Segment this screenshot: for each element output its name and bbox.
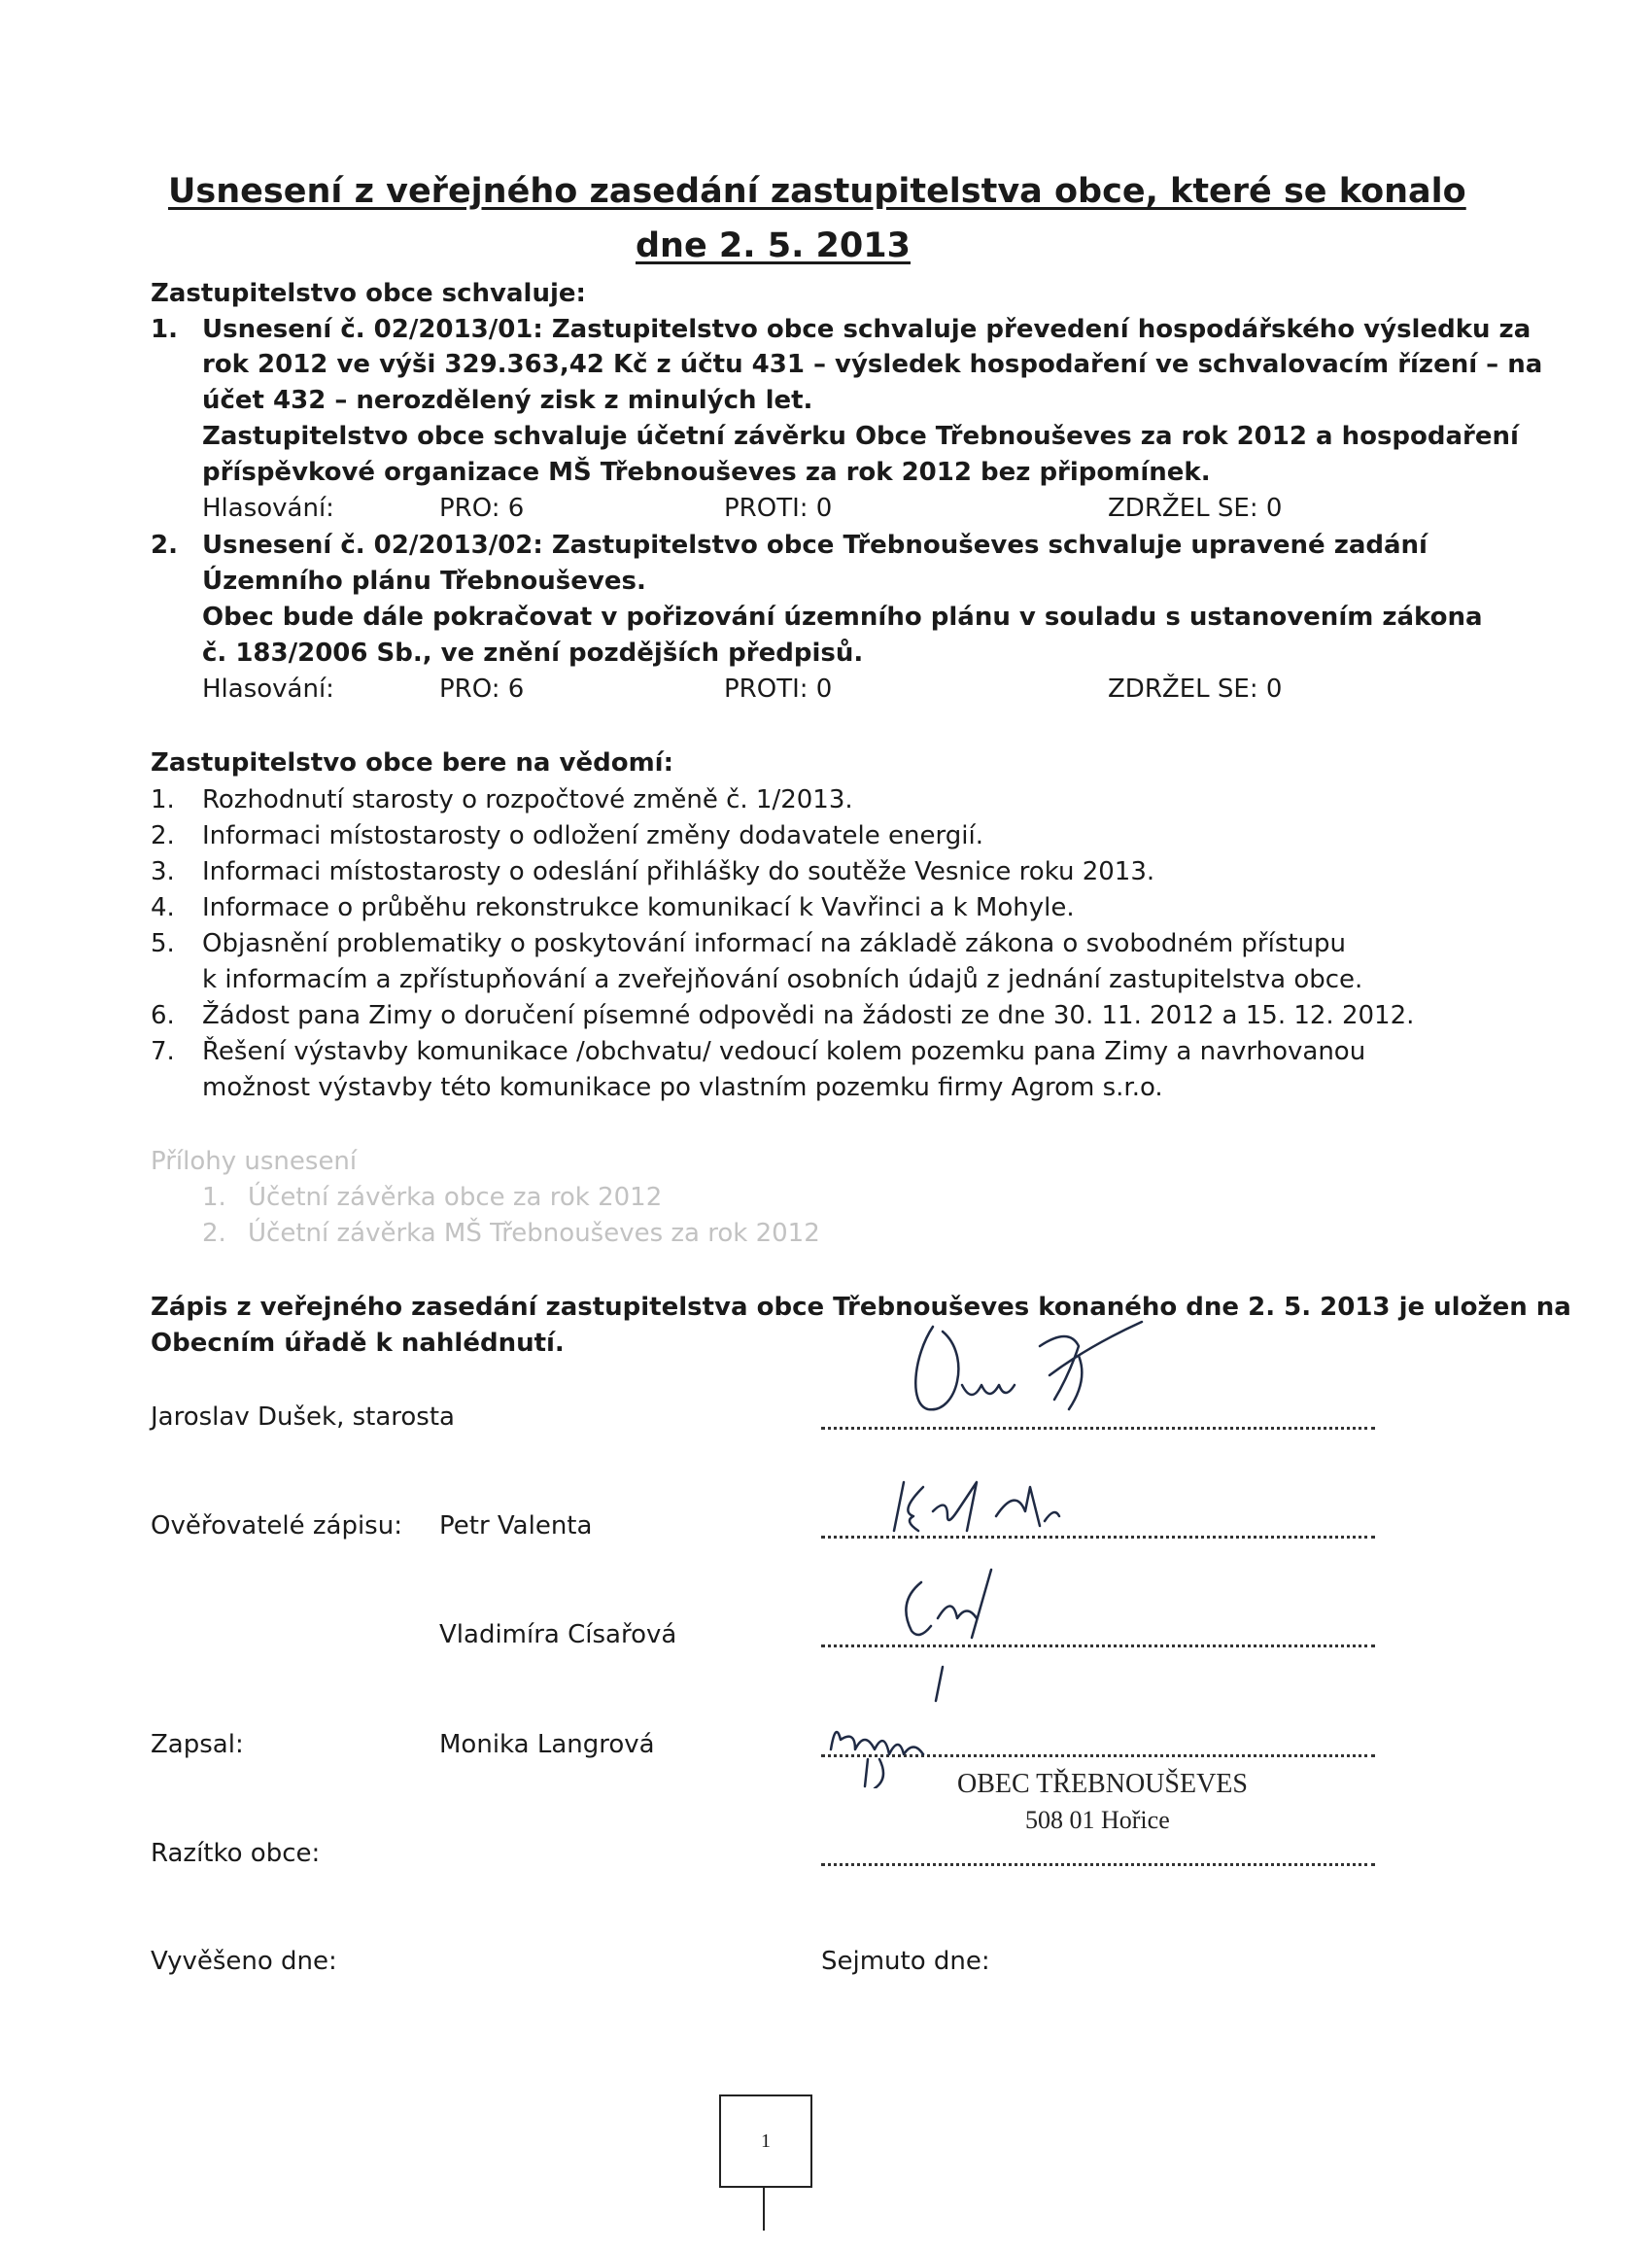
note-number-7: 7. [151,1037,175,1066]
note-number-5: 5. [151,929,175,958]
approve-item-2-line-3: Obec bude dále pokračovat v pořizování územního plánu v souladu s ustanovením zákona [202,603,1483,632]
approve-item-2-line-1: Usnesení č. 02/2013/02: Zastupitelstvo obce Třebnouševes schvaluje upravené zadání [202,531,1428,560]
vote-zdrzel-2: ZDRŽEL SE: 0 [1108,675,1283,704]
approve-item-1-line-1: Usnesení č. 02/2013/01: Zastupitelstvo obce schvaluje převedení hospodářského výsledku za [202,315,1532,344]
mayor-signature-line [821,1427,1375,1430]
attachment-1-text: Účetní závěrka obce za rok 2012 [248,1183,663,1212]
vote-pro-1: PRO: 6 [439,494,525,523]
vote-proti-1: PROTI: 0 [724,494,833,523]
notes-heading: Zastupitelstvo obce bere na vědomí: [151,748,673,778]
page-number-stem [763,2186,765,2231]
approve-item-2-line-2: Územního plánu Třebnouševes. [202,567,646,596]
approve-item-2-line-4: č. 183/2006 Sb., ve znění pozdějších předpisů. [202,639,864,668]
verifier-2-name: Vladimíra Císařová [439,1620,677,1649]
verifiers-label: Ověřovatelé zápisu: [151,1511,402,1540]
removed-label: Sejmuto dne: [821,1947,990,1976]
vote-zdrzel-1: ZDRŽEL SE: 0 [1108,494,1283,523]
note-2-line-1: Informaci místostarosty o odložení změny dodavatele energií. [202,821,983,850]
record-line-2: Obecním úřadě k nahlédnutí. [151,1329,565,1358]
page-number: 1 [761,2129,771,2152]
note-number-6: 6. [151,1001,175,1030]
approves-heading: Zastupitelstvo obce schvaluje: [151,279,586,308]
attachments-heading: Přílohy usnesení [151,1147,358,1176]
note-6-line-1: Žádost pana Zimy o doručení písemné odpovědi na žádosti ze dne 30. 11. 2012 a 15. 12. 2012. [202,1001,1415,1030]
note-7-line-1: Řešení výstavby komunikace /obchvatu/ vedoucí kolem pozemku pana Zimy a navrhovanou [202,1037,1366,1066]
attachment-2-text: Účetní závěrka MŠ Třebnouševes za rok 2012 [248,1219,820,1248]
note-number-2: 2. [151,821,175,850]
vote-label-2: Hlasování: [202,675,334,704]
note-7-line-2: možnost výstavby této komunikace po vlastním pozemku firmy Agrom s.r.o. [202,1073,1163,1102]
verifier-1-name: Petr Valenta [439,1511,593,1540]
vote-proti-2: PROTI: 0 [724,675,833,704]
document-title-line1: Usnesení z veřejného zasedání zastupitelstva obce, které se konalo [168,172,1466,211]
record-line-1: Zápis z veřejného zasedání zastupitelstva obce Třebnouševes konaného dne 2. 5. 2013 je uložen na [151,1293,1571,1322]
note-number-1: 1. [151,785,175,814]
stamp-name: OBEC TŘEBNOUŠEVES [957,1769,1248,1799]
posted-label: Vyvěšeno dne: [151,1947,337,1976]
note-number-4: 4. [151,893,175,922]
note-5-line-1: Objasnění problematiky o poskytování informací na základě zákona o svobodném přístupu [202,929,1347,958]
vote-pro-2: PRO: 6 [439,675,525,704]
writer-label: Zapsal: [151,1730,244,1759]
approve-item-1-line-2: rok 2012 ve výši 329.363,42 Kč z účtu 431 – výsledek hospodaření ve schvalovacím řízení – na [202,350,1543,379]
verifier-1-signature [889,1468,1084,1540]
vote-label-1: Hlasování: [202,494,334,523]
writer-signature [821,1662,967,1788]
mayor-name: Jaroslav Dušek, starosta [151,1402,455,1432]
note-3-line-1: Informaci místostarosty o odeslání přihlášky do soutěže Vesnice roku 2013. [202,857,1155,886]
document-title-line2: dne 2. 5. 2013 [636,226,911,265]
stamp-label: Razítko obce: [151,1839,321,1868]
note-1-line-1: Rozhodnutí starosty o rozpočtové změně č. 1/2013. [202,785,853,814]
approve-item-1-line-3: účet 432 – nerozdělený zisk z minulých let. [202,386,813,415]
note-5-line-2: k informacím a zpřístupňování a zveřejňování osobních údajů z jednání zastupitelstva obce. [202,965,1363,994]
approve-item-number-2: 2. [151,531,178,560]
attachment-number-1: 1. [202,1183,226,1212]
stamp-line [821,1863,1375,1866]
note-number-3: 3. [151,857,175,886]
approve-item-1-line-4: Zastupitelstvo obce schvaluje účetní závěrku Obce Třebnouševes za rok 2012 a hospodaření [202,422,1519,451]
stamp-address: 508 01 Hořice [1025,1806,1170,1834]
approve-item-number-1: 1. [151,315,178,344]
attachment-number-2: 2. [202,1219,226,1248]
verifier-2-signature [894,1565,1011,1647]
writer-name: Monika Langrová [439,1730,655,1759]
mayor-signature [904,1317,1156,1424]
page-number-box [719,2094,812,2188]
note-4-line-1: Informace o průběhu rekonstrukce komunikací k Vavřinci a k Mohyle. [202,893,1075,922]
approve-item-1-line-5: příspěvkové organizace MŠ Třebnouševes za rok 2012 bez připomínek. [202,458,1211,487]
